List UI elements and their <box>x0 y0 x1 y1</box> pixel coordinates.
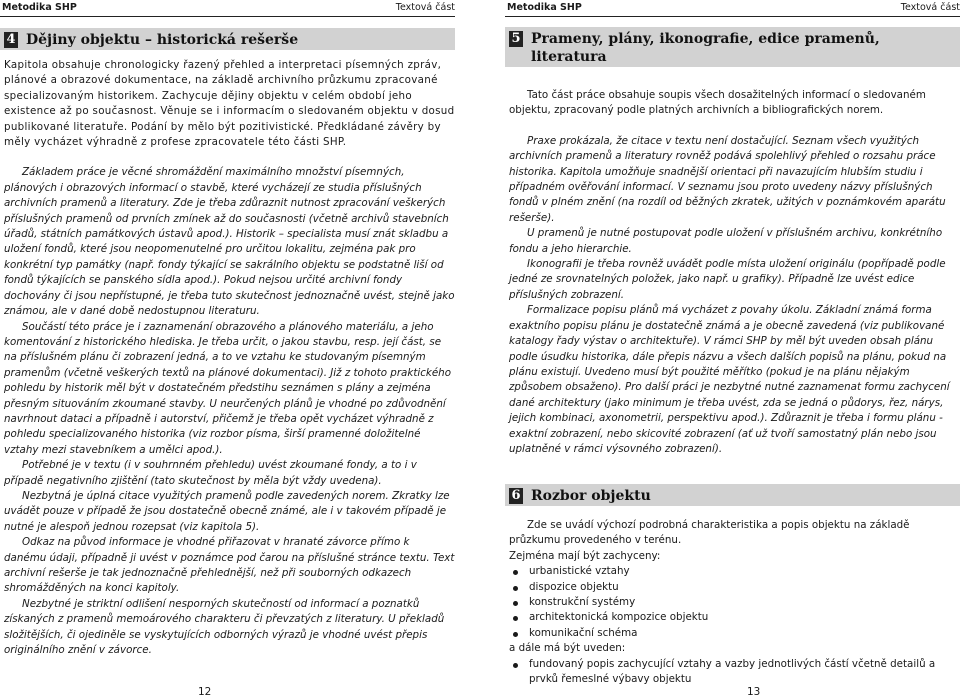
section-intro: Tato část práce obsahuje soupis všech dosažitelných informací o sledovaném objektu, zpracovaný podle platných archivních a bibliografických norem. <box>509 89 926 117</box>
paragraph: Ikonografii je třeba rovněž uvádět podle místa uložení originálu (popřípadě podle jedné ze srovnatelných položek, jako např. u grafiky). Případně lze uvést edice příslušných zobrazení. <box>509 258 946 301</box>
section-number: 6 <box>509 488 523 504</box>
left-page <box>0 0 455 700</box>
running-head <box>0 0 455 17</box>
paragraph: Nezbytná je úplná citace využitých pramenů podle zavedených norem. Zkratky lze uvádět pouze v případě že jsou dostatečně obecně známé, ale i v takovém případě je nutné je alespoň jednou rozepsat (viz kapitola 5). <box>4 489 450 533</box>
section-5-body <box>509 88 960 457</box>
paragraph: Formalizace popisu plánů má vycházet z povahy úkolu. Základní známá forma exaktního popisu plánu je dostatečně známá a je obecně zavedená (viz publikované katalogy řady výstav o architektuře). V rámci SHP by měl být uveden obsah plánu podle úsudku historika, dále přepis názvu a všech dalších popisů na plánu, pokud na plánu existují. Uvedeno musí být použité měřítko (pokud je na plánu nějakým způsobem obsaženo). Pro další práci je nezbytné nutné zaznamenat formu zachycení dané architektury (jako minimum je třeba uvést, zda se jedná o půdorys, řez, nárys, jejich kombinaci, axonometrii, perspektivu apod.). Zdůraznit je třeba i formu plánu - exaktní zobrazení, nebo skicovité zobrazení (ať už tvoří samostatný plán nebo jsou uplatněné v rámci výsovného zobrazení). <box>509 304 950 455</box>
list-item: fundovaný popis zachycující vztahy a vazby jednotlivých částí včetně detailů a prvků řemeslné výbavy objektu <box>509 657 960 688</box>
list-item: urbanistické vztahy <box>509 564 960 579</box>
paragraph: Součástí této práce je i zaznamenání obrazového a plánového materiálu, a jeho komentování z historického hlediska. Je třeba určit, o jakou stavbu, resp. její část, se na příslušném plánu či zobrazení jedná, a to ve vztahu ke studovaným písemným pramenům (včetně veškerých textů na plánové dokumentaci). Již z tohoto praktického pohledu by historik měl být v dostatečném předstihu seznámen s plány a zejména přesným situováním zkoumané stavby. U neurčených plánů je vhodné po zdůvodnění navrhnout dataci a případně i autorství, přičemž je třeba opět vycházet výhradně z pohledu specializovaného historika (viz rozbor písma, širší pramenné doložitelné vztahy mezi stavebníkem a umělci apod.). <box>4 320 452 456</box>
section-title: Prameny, plány, ikonografie, edice pramenů, literatura <box>531 31 880 65</box>
section-6-body <box>509 518 960 687</box>
section-heading-4 <box>0 28 455 50</box>
section-title: Rozbor objektu <box>531 488 651 504</box>
list-item: dispozice objektu <box>509 580 960 595</box>
section-4-body <box>4 58 455 658</box>
right-page <box>505 0 960 700</box>
section-number: 5 <box>509 31 523 47</box>
list-heading: a dále má být uveden: <box>509 642 626 655</box>
running-head-title: Metodika SHP <box>507 2 582 13</box>
paragraph: Nezbytné je striktní odlišení nesporných skutečností od informací a poznatků získaných z pramenů memoárového charakteru či převzatých z literatury. U překladů složitějších, či ojediněle se vyskytujících odborných výrazů je vhodné uvést přepis originálního znění v závorce. <box>4 597 445 657</box>
section-heading-6 <box>505 484 960 506</box>
section-number: 4 <box>4 32 18 48</box>
paragraph: Potřebné je v textu (i v souhrnném přehledu) uvést zkoumané fondy, a to i v případě negativního zjištění (tato skutečnost by měla být vždy uvedena). <box>4 459 417 487</box>
section-intro: Zde se uvádí výchozí podrobná charakteristika a popis objektu na základě průzkumu provedeného v terénu. <box>509 519 910 547</box>
paragraph: U pramenů je nutné postupovat podle uložení v příslušném archivu, konkrétního fondu a jeho hierarchie. <box>509 227 943 255</box>
running-head-title: Metodika SHP <box>2 2 77 13</box>
description-list <box>509 657 960 688</box>
paragraph: Základem práce je věcné shromáždění maximálního množství písemných, plánových i obrazových informací o stavbě, které vycházejí ze studia příslušných archivních pramenů a literatury. Zde je třeba zdůraznit nutnost zpracování veškerých příslušných pramenů od prvních zmínek až do současnosti (včetně archivů stavebních úřadů, státních památkových ústavů apod.). Historik – specialista musí znát skladbu a uložení fondů, které jsou neopomenutelné pro určitou lokalitu, zejména pak pro konkrétní typ památky (např. fondy týkající se sakrálního objektu se podstatně liší od fondů týkajících se panského sídla apod.). Pokud nejsou určité archivní fondy dochovány či jsou nepřístupné, je třeba tuto skutečnost jednoznačně uvést, stejně jako známou, ale v dané době nedostupnou literaturu. <box>4 166 455 318</box>
section-title: Dějiny objektu – historická rešerše <box>26 32 299 48</box>
list-item: komunikační schéma <box>509 626 960 641</box>
characteristics-list <box>509 564 960 641</box>
running-head-section: Textová část <box>395 2 455 13</box>
list-item: architektonická kompozice objektu <box>509 610 960 625</box>
page-number: 12 <box>198 686 212 698</box>
paragraph: Praxe prokázala, že citace v textu není dostačující. Seznam všech využitých archivních pramenů a literatury rovněž podává spolehlivý přehled o rozsahu práce historika. Kapitola umožňuje snadnější orientaci při navazujícím hlubším studiu i případném ověřování informací. V seznamu jsou proto uvedeny názvy příslušných fondů v plném znění (na rozdíl od běžných zkratek, užitých v poznámkovém aparátu rešerše). <box>509 134 946 224</box>
section-heading-5 <box>505 27 960 67</box>
running-head-section: Textová část <box>900 2 960 13</box>
list-heading: Zejména mají být zachyceny: <box>509 549 661 562</box>
list-item: konstrukční systémy <box>509 595 960 610</box>
page-number: 13 <box>747 686 761 698</box>
running-head <box>505 0 960 17</box>
section-intro: Kapitola obsahuje chronologicky řazený přehled a interpretaci písemných zpráv, plánové a obrazové dokumentace, na základě archivního průzkumu zpracované specializovaným historikem. Zachycuje dějiny objektu v celém období jeho existence až po současnost. Věnuje se i informacím o sledovaném objektu v dosud publikované literatuře. Podání by mělo být pozitivistické. Předkládané závěry by měly vycházet výhradně z profese zpracovatele této části SHP. <box>4 59 455 149</box>
paragraph: Odkaz na původ informace je vhodné přiřazovat v hranaté závorce přímo k danému údaji, případně ji uvést v poznámce pod čarou na příslušné stránce textu. Text archivní rešerše je tak jednoznačně přehlednější, než při souborných odkazech shromážděných na konci kapitoly. <box>4 536 455 595</box>
